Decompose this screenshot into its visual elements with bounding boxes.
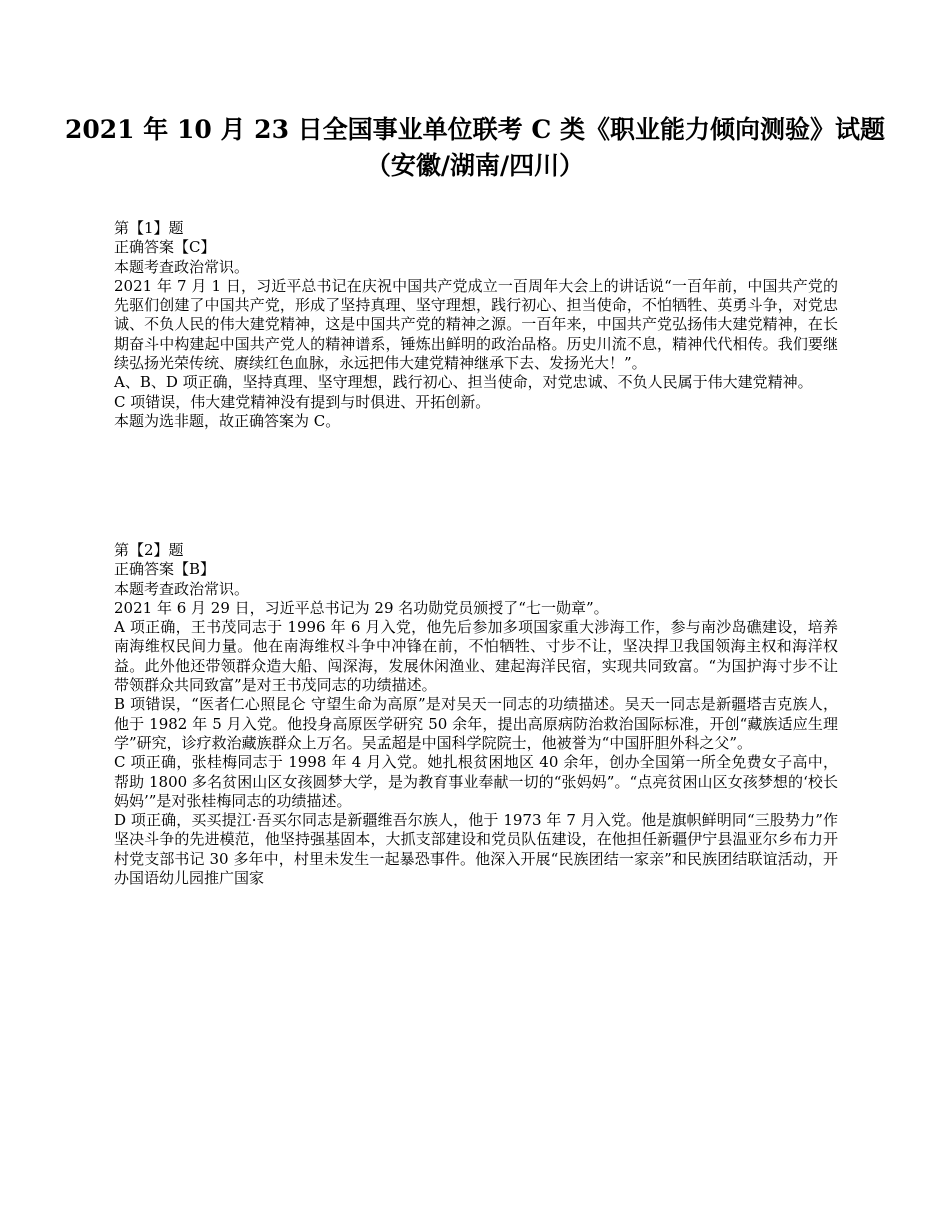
paragraph: 本题考查政治常识。 <box>114 579 250 598</box>
paragraph: C 项正确，张桂梅同志于 1998 年 4 月入党。她扎根贫困地区 40 余年，创办全国第一所全免费女子高中，帮助 1800 多名贫困山区女孩圆梦大学，是为教育事业奉献一切的“张妈妈”。“点亮贫困山区女孩梦想的‘校长妈妈’”是对张桂梅同志的功绩描述。 <box>114 753 838 810</box>
paragraph: 本题为选非题，故正确答案为 C。 <box>114 411 341 430</box>
paragraph: A、B、D 项正确，坚持真理、坚守理想，践行初心、担当使命，对党忠诚、不负人民属于伟大建党精神。 <box>114 373 813 392</box>
correct-answer: 正确答案【C】 <box>114 238 216 257</box>
question-heading: 第【1】题 <box>114 219 184 237</box>
question-1 <box>114 219 838 431</box>
paragraph: 2021 年 6 月 29 日，习近平总书记为 29 名功勋党员颁授了“七一勋章”。 <box>114 598 609 617</box>
paragraph: A 项正确，王书茂同志于 1996 年 6 月入党，他先后参加多项国家重大涉海工作，参与南沙岛礁建设，培养南海维权民间力量。他在南海维权斗争中冲锋在前，不怕牺牲、寸步不让，坚决捍卫我国领海主权和海洋权益。此外他还带领群众造大船、闯深海，发展休闲渔业、建起海洋民宿，实现共同致富。“为国护海寸步不让 带领群众共同致富”是对王书茂同志的功绩描述。 <box>114 618 838 695</box>
question-heading: 第【2】题 <box>114 541 184 559</box>
paragraph: 本题考查政治常识。 <box>114 257 250 276</box>
question-2 <box>114 541 838 888</box>
correct-answer: 正确答案【B】 <box>114 560 216 579</box>
paragraph: C 项错误，伟大建党精神没有提到与时俱进、开拓创新。 <box>114 392 491 411</box>
paragraph: 2021 年 7 月 1 日，习近平总书记在庆祝中国共产党成立一百周年大会上的讲话说“一百年前，中国共产党的先驱们创建了中国共产党，形成了坚持真理、坚守理想，践行初心、担当使命，不怕牺牲、英勇斗争，对党忠诚、不负人民的伟大建党精神，这是中国共产党的精神之源。一百年来，中国共产党弘扬伟大建党精神，在长期奋斗中构建起中国共产党人的精神谱系，锤炼出鲜明的政治品格。历史川流不息，精神代代相传。我们要继续弘扬光荣传统、赓续红色血脉，永远把伟大建党精神继承下去、发扬光大！”。 <box>114 276 838 373</box>
paragraph: D 项正确，买买提江·吾买尔同志是新疆维吾尔族人，他于 1973 年 7 月入党。他是旗帜鲜明同“三股势力”作坚决斗争的先进模范，他坚持强基固本，大抓支部建设和党员队伍建设，在他担任新疆伊宁县温亚尔乡布力开村党支部书记 30 多年中，村里未发生一起暴恐事件。他深入开展“民族团结一家亲”和民族团结联谊活动，开办国语幼儿园推广国家 <box>114 811 838 888</box>
document-title: 2021 年 10 月 23 日全国事业单位联考 C 类《职业能力倾向测验》试题（安徽/湖南/四川） <box>65 115 885 180</box>
paragraph: B 项错误，“医者仁心照昆仑 守望生命为高原”是对吴天一同志的功绩描述。吴天一同志是新疆塔吉克族人，他于 1982 年 5 月入党。他投身高原医学研究 50 余年，提出高原病防治救治国际标准，开创“藏族适应生理学”研究，诊疗救治藏族群众上万名。吴孟超是中国科学院院士，他被誉为“中国肝胆外科之父”。 <box>114 695 838 752</box>
